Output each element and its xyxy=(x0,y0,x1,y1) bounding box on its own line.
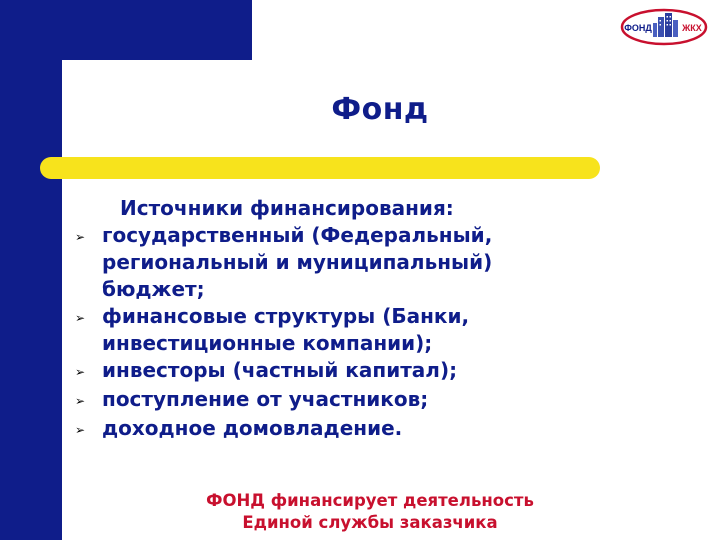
arrowhead-bullet-icon: ➢ xyxy=(75,230,86,244)
list-item-line: инвесторы (частный капитал); xyxy=(102,358,458,382)
slide-content xyxy=(70,195,710,444)
logo-text-right: ЖКХ xyxy=(682,23,702,33)
arrowhead-bullet-icon: ➢ xyxy=(75,394,86,408)
decor-rounded-corner xyxy=(62,60,122,120)
decor-navy-left-bar xyxy=(0,0,62,540)
footer-note xyxy=(120,490,620,534)
funding-sources-list xyxy=(70,222,710,444)
list-item xyxy=(70,415,710,444)
list-item xyxy=(70,222,710,303)
fund-logo xyxy=(620,8,708,46)
fund-logo-graphic xyxy=(620,8,708,46)
list-item xyxy=(70,357,710,386)
list-item xyxy=(70,303,710,357)
arrowhead-bullet-icon: ➢ xyxy=(75,423,86,437)
arrowhead-bullet-icon: ➢ xyxy=(75,365,86,379)
funding-sources-heading: Источники финансирования: xyxy=(120,196,454,220)
logo-text-left: ФОНД xyxy=(624,23,652,33)
arrowhead-bullet-icon: ➢ xyxy=(75,311,86,325)
list-item-line: региональный и муниципальный) xyxy=(102,250,493,274)
decor-yellow-bar xyxy=(40,157,600,179)
footer-line: ФОНД финансирует деятельность xyxy=(206,491,534,510)
list-item xyxy=(70,386,710,415)
list-item-line: бюджет; xyxy=(102,277,205,301)
list-item-line: поступление от участников; xyxy=(102,387,429,411)
footer-line: Единой службы заказчика xyxy=(242,513,498,532)
list-item-line: доходное домовладение. xyxy=(102,416,403,440)
list-item-line: инвестиционные компании); xyxy=(102,331,433,355)
list-item-line: финансовые структуры (Банки, xyxy=(102,304,470,328)
list-item-line: государственный (Федеральный, xyxy=(102,223,493,247)
slide-title: Фонд xyxy=(331,92,429,127)
